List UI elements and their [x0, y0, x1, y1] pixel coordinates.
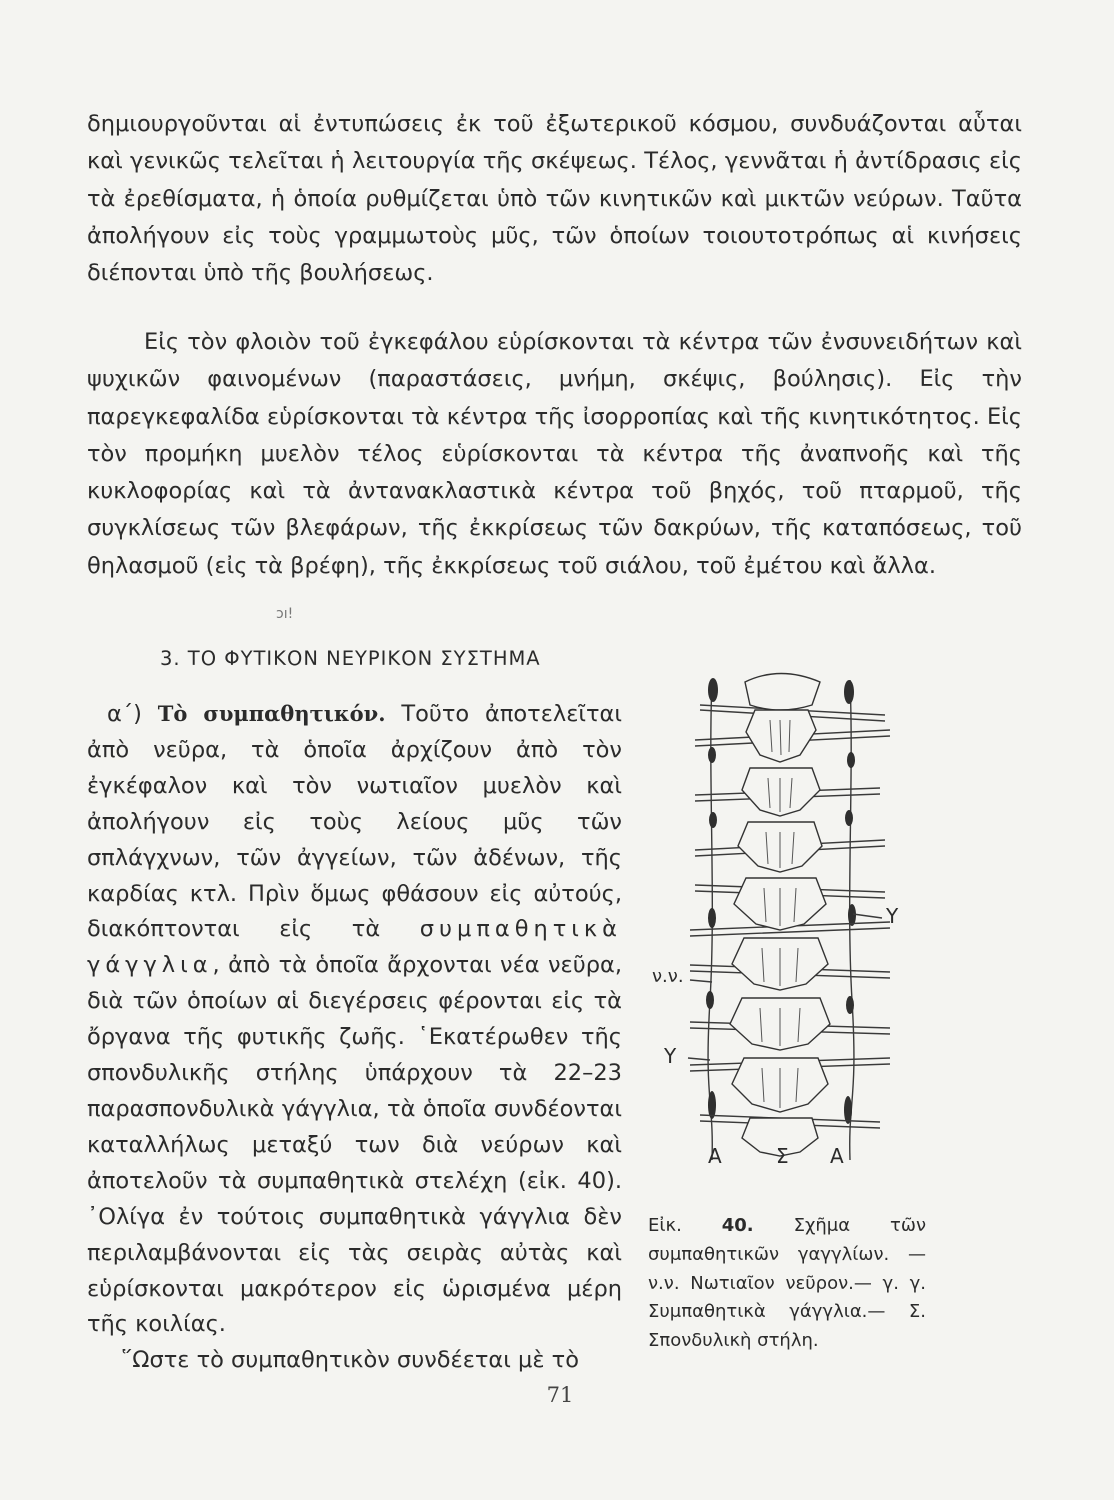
figure-caption [648, 1212, 926, 1356]
paragraph-brain-centers: Εἰς τὸν φλοιὸν τοῦ ἐγκεφάλου εὑρίσκονται τὰ κέντρα τῶν ἐνσυνειδήτων καὶ ψυχικῶν φαινομένων (παραστάσεις, μνήμη, σκέψις, βούλησις). Εἰς τὴν παρεγκεφαλίδα εὑρίσκονται τὰ κέντρα τῆς ἰσορροπίας καὶ τῆς κινητικότητος. Εἰς τὸν προμήκη μυελὸν τέλος εὑρίσκονται τὰ κέντρα τῆς ἀναπνοῆς καὶ τῆς κυκλοφορίας καὶ τὰ ἀντανακλαστικὰ κέντρα τοῦ βηχός, τοῦ πταρμοῦ, τῆς συγκλίσεως τῶν βλεφάρων, τῆς ἐκκρίσεως τῶν δακρύων, τῆς καταπόσεως, τοῦ θηλασμοῦ (εἰς τὰ βρέφη), τῆς ἐκκρίσεως τοῦ σιάλου, τοῦ ἐμέτου καὶ ἄλλα. [87, 329, 1022, 579]
section-heading: 3. ΤΟ ΦΥΤΙΚΟΝ ΝΕΥΡΙΚΟΝ ΣΥΣΤΗΜΑ [160, 647, 541, 670]
body-text-c: ῞Ωστε τὸ συμπαθητικὸν συνδέεται μὲ τὸ [121, 1347, 579, 1374]
caption-lead: Εἰκ. [648, 1215, 682, 1236]
label-sigma: Σ [776, 1144, 789, 1168]
figure-sympathetic-ganglia [650, 660, 912, 1180]
subsection-title: Τὸ συμπαθητικόν. [157, 701, 386, 726]
caption-text: Σχῆμα τῶν συμπαθητικῶν γαγγλίων. — ν.ν. Νωτιαῖον νεῦρον.— γ. γ. Συμπαθητικὰ γάγγλια.— Σ. Σπονδυλικὴ στήλη. [648, 1215, 926, 1352]
page-number: 71 [546, 1383, 574, 1407]
sympathetic-paragraph [87, 696, 622, 1379]
label-a-left: Α [708, 1144, 722, 1168]
spine-diagram [650, 660, 912, 1180]
label-y-left: Υ [664, 1044, 677, 1068]
pointer-y-left [688, 1058, 710, 1060]
spaced-term: συμπαθητικὰ γάγγλια [87, 916, 622, 979]
body-text-a: Τοῦτο ἀποτελεῖται ἀπὸ νεῦρα, τὰ ὁποῖα ἀρχίζουν ἀπὸ τὸν ἐγκέφαλον καὶ τὸν νωτιαῖον μυελὸν καὶ ἀπολήγουν εἰς τοὺς λείους μῦς τῶν σπλάγχνων, τῶν ἀγγείων, τῶν ἀδένων, τῆς καρδίας κτλ. Πρὶν ὅμως φθάσουν εἰς αὐτούς, διακόπτονται εἰς τὰ [87, 701, 622, 943]
stray-mark: ɔı! [276, 606, 294, 622]
pointer-vv [690, 980, 712, 982]
pointer-y-right [853, 914, 882, 918]
subsection-label: α΄) [107, 701, 142, 727]
body-text-b: , ἀπὸ τὰ ὁποῖα ἄρχονται νέα νεῦρα, διὰ τῶν ὁποίων αἱ διεγέρσεις φέρονται εἰς τὰ ὄργανα τῆς φυτικῆς ζωῆς. ῾Εκατέρωθεν τῆς σπονδυλικῆς στήλης ὑπάρχουν τὰ 22–23 παρασπονδυλικὰ γάγγλια, τὰ ὁποῖα συνδέονται καταλλήλως μεταξύ των διὰ νεύρων καὶ ἀποτελοῦν τὰ συμπαθητικὰ στελέχη (εἰκ. 40). ᾿Ολίγα ἐν τούτοις συμπαθητικὰ γάγγλια δὲν περιλαμβάνονται εἰς τὰς σειρὰς αὐτὰς καὶ εὑρίσκονται μακρότερον εἰς ὡρισμένα μέρη τῆς κοιλίας. [87, 952, 622, 1338]
caption-number: 40. [721, 1215, 754, 1236]
label-vv: ν.ν. [652, 966, 684, 987]
label-a-right: Α [830, 1144, 844, 1168]
paragraph-continued: δημιουργοῦνται αἱ ἐντυπώσεις ἐκ τοῦ ἐξωτερικοῦ κόσμου, συνδυάζονται αὗται καὶ γενικῶς τελεῖται ἡ λειτουργία τῆς σκέψεως. Τέλος, γεννᾶται ἡ ἀντίδρασις εἰς τὰ ἐρεθίσματα, ἡ ὁποία ρυθμίζεται ὑπὸ τῶν κινητικῶν καὶ μικτῶν νεύρων. Ταῦτα ἀπολήγουν εἰς τοὺς γραμμωτοὺς μῦς, τῶν ὁποίων τοιουτοτρόπως αἱ κινήσεις διέπονται ὑπὸ τῆς βουλήσεως. [87, 111, 1022, 287]
label-y-right: Υ [886, 904, 899, 928]
